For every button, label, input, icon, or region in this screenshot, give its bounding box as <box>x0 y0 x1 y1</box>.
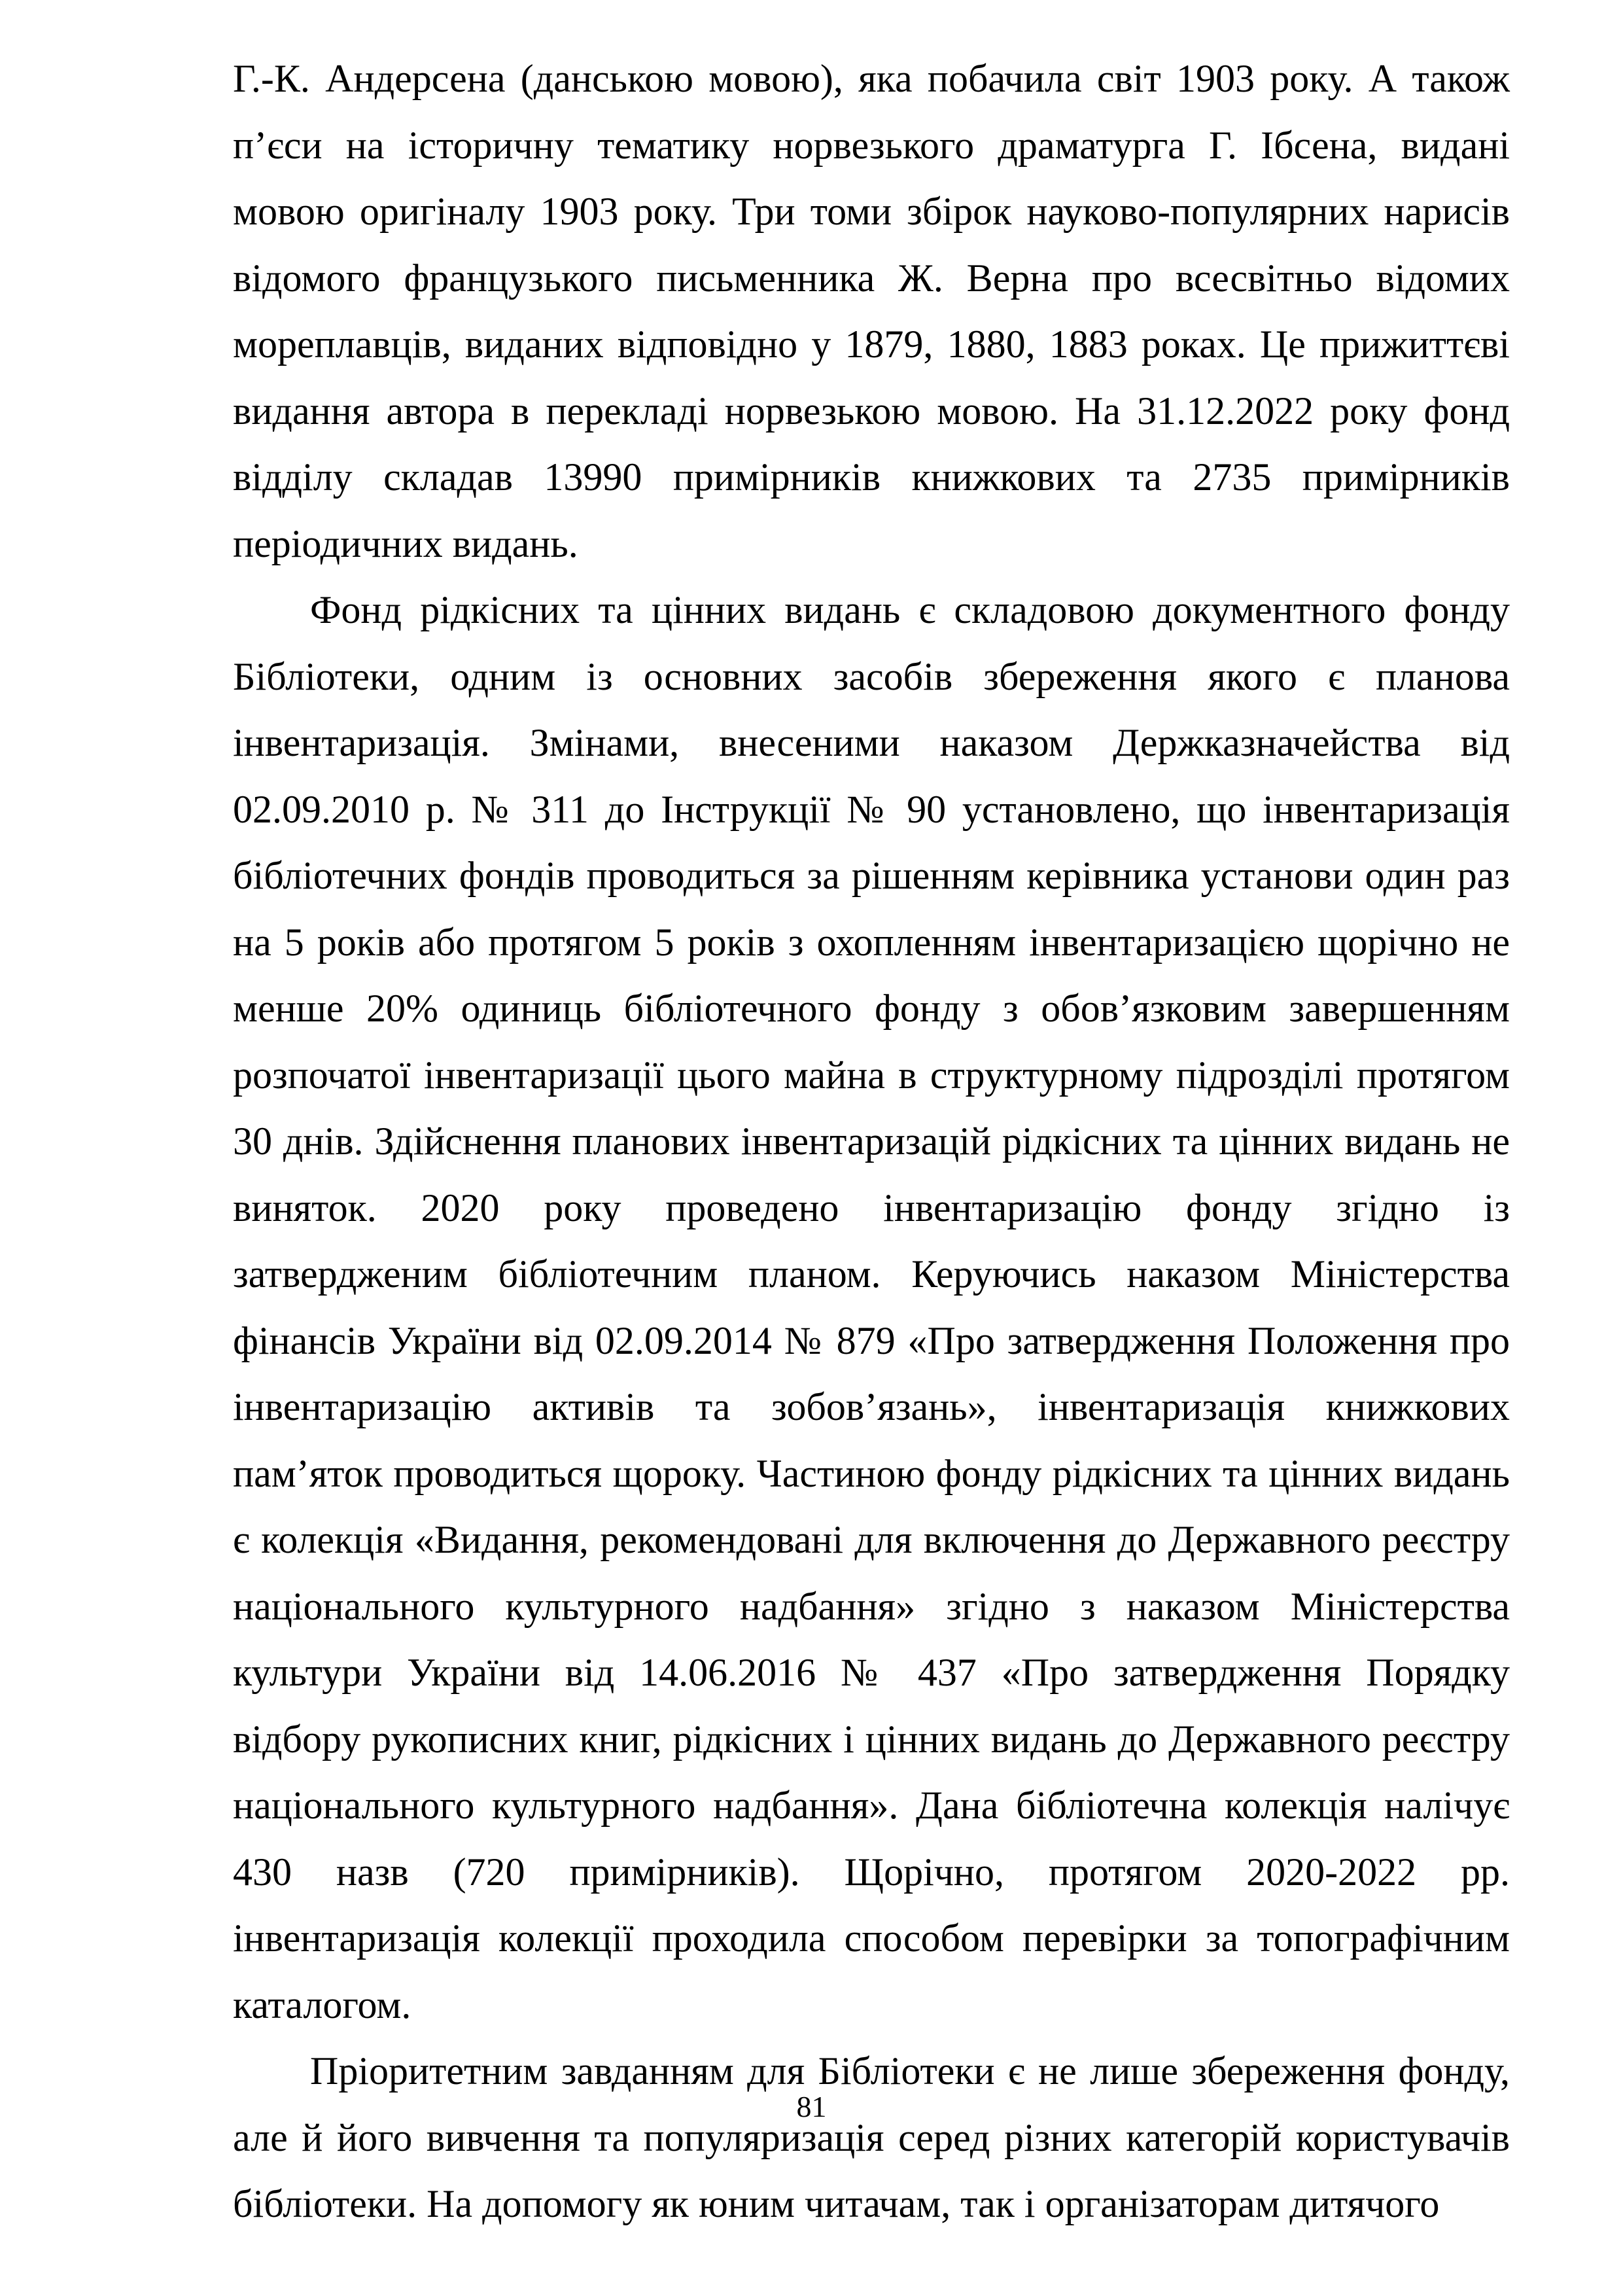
page-number: 81 <box>796 2090 827 2123</box>
paragraph-2: Фонд рідкісних та цінних видань є складовою документного фонду Бібліотеки, одним із основних засобів збереження якого є планова інвентаризація. Змінами, внесеними наказом Держказначейства від 02.09.2010 р. № 311 до Інструкції № 90 установлено, що інвентаризація бібліотечних фондів проводиться за рішенням керівника установи один раз на 5 років або протягом 5 років з охопленням інвентаризацією щорічно не менше 20% одиниць бібліотечного фонду з обов’язковим завершенням розпочатої інвентаризації цього майна в структурному підрозділі протягом 30 днів. Здійснення планових інвентаризацій рідкісних та цінних видань не виняток. 2020 року проведено інвентаризацію фонду згідно із затвердженим бібліотечним планом. Керуючись наказом Міністерства фінансів України від 02.09.2014 № 879 «Про затвердження Положення про інвентаризацію активів та зобов’язань», інвентаризація книжкових пам’яток проводиться щороку. Частиною фонду рідкісних та цінних видань є колекція «Видання, рекомендовані для включення до Державного реєстру національного культурного надбання» згідно з наказом Міністерства культури України від 14.06.2016 № 437 «Про затвердження Порядку відбору рукописних книг, рідкісних і цінних видань до Державного реєстру національного культурного надбання». Дана бібліотечна колекція налічує 430 назв (720 примірників). Щорічно, протягом 2020-2022 рр. інвентаризація колекції проходила способом перевірки за топографічним каталогом. <box>233 588 1510 2026</box>
page-body <box>233 46 1510 2238</box>
paragraph-3: Пріоритетним завданням для Бібліотеки є не лише збереження фонду, але й його вивчення та популяризація серед різних категорій користувачів бібліотеки. На допомогу як юним читачам, так і організаторам дитячого <box>233 2049 1510 2225</box>
paragraph-1: Г.-К. Андерсена (данською мовою), яка побачила світ 1903 року. А також п’єси на історичну тематику норвезького драматурга Г. Ібсена, видані мовою оригіналу 1903 року. Три томи збірок науково-популярних нарисів відомого французького письменника Ж. Верна про всесвітньо відомих мореплавців, виданих відповідно у 1879, 1880, 1883 роках. Це прижиттєві видання автора в перекладі норвезькою мовою. На 31.12.2022 року фонд відділу складав 13990 примірників книжкових та 2735 примірників періодичних видань. <box>233 57 1510 565</box>
